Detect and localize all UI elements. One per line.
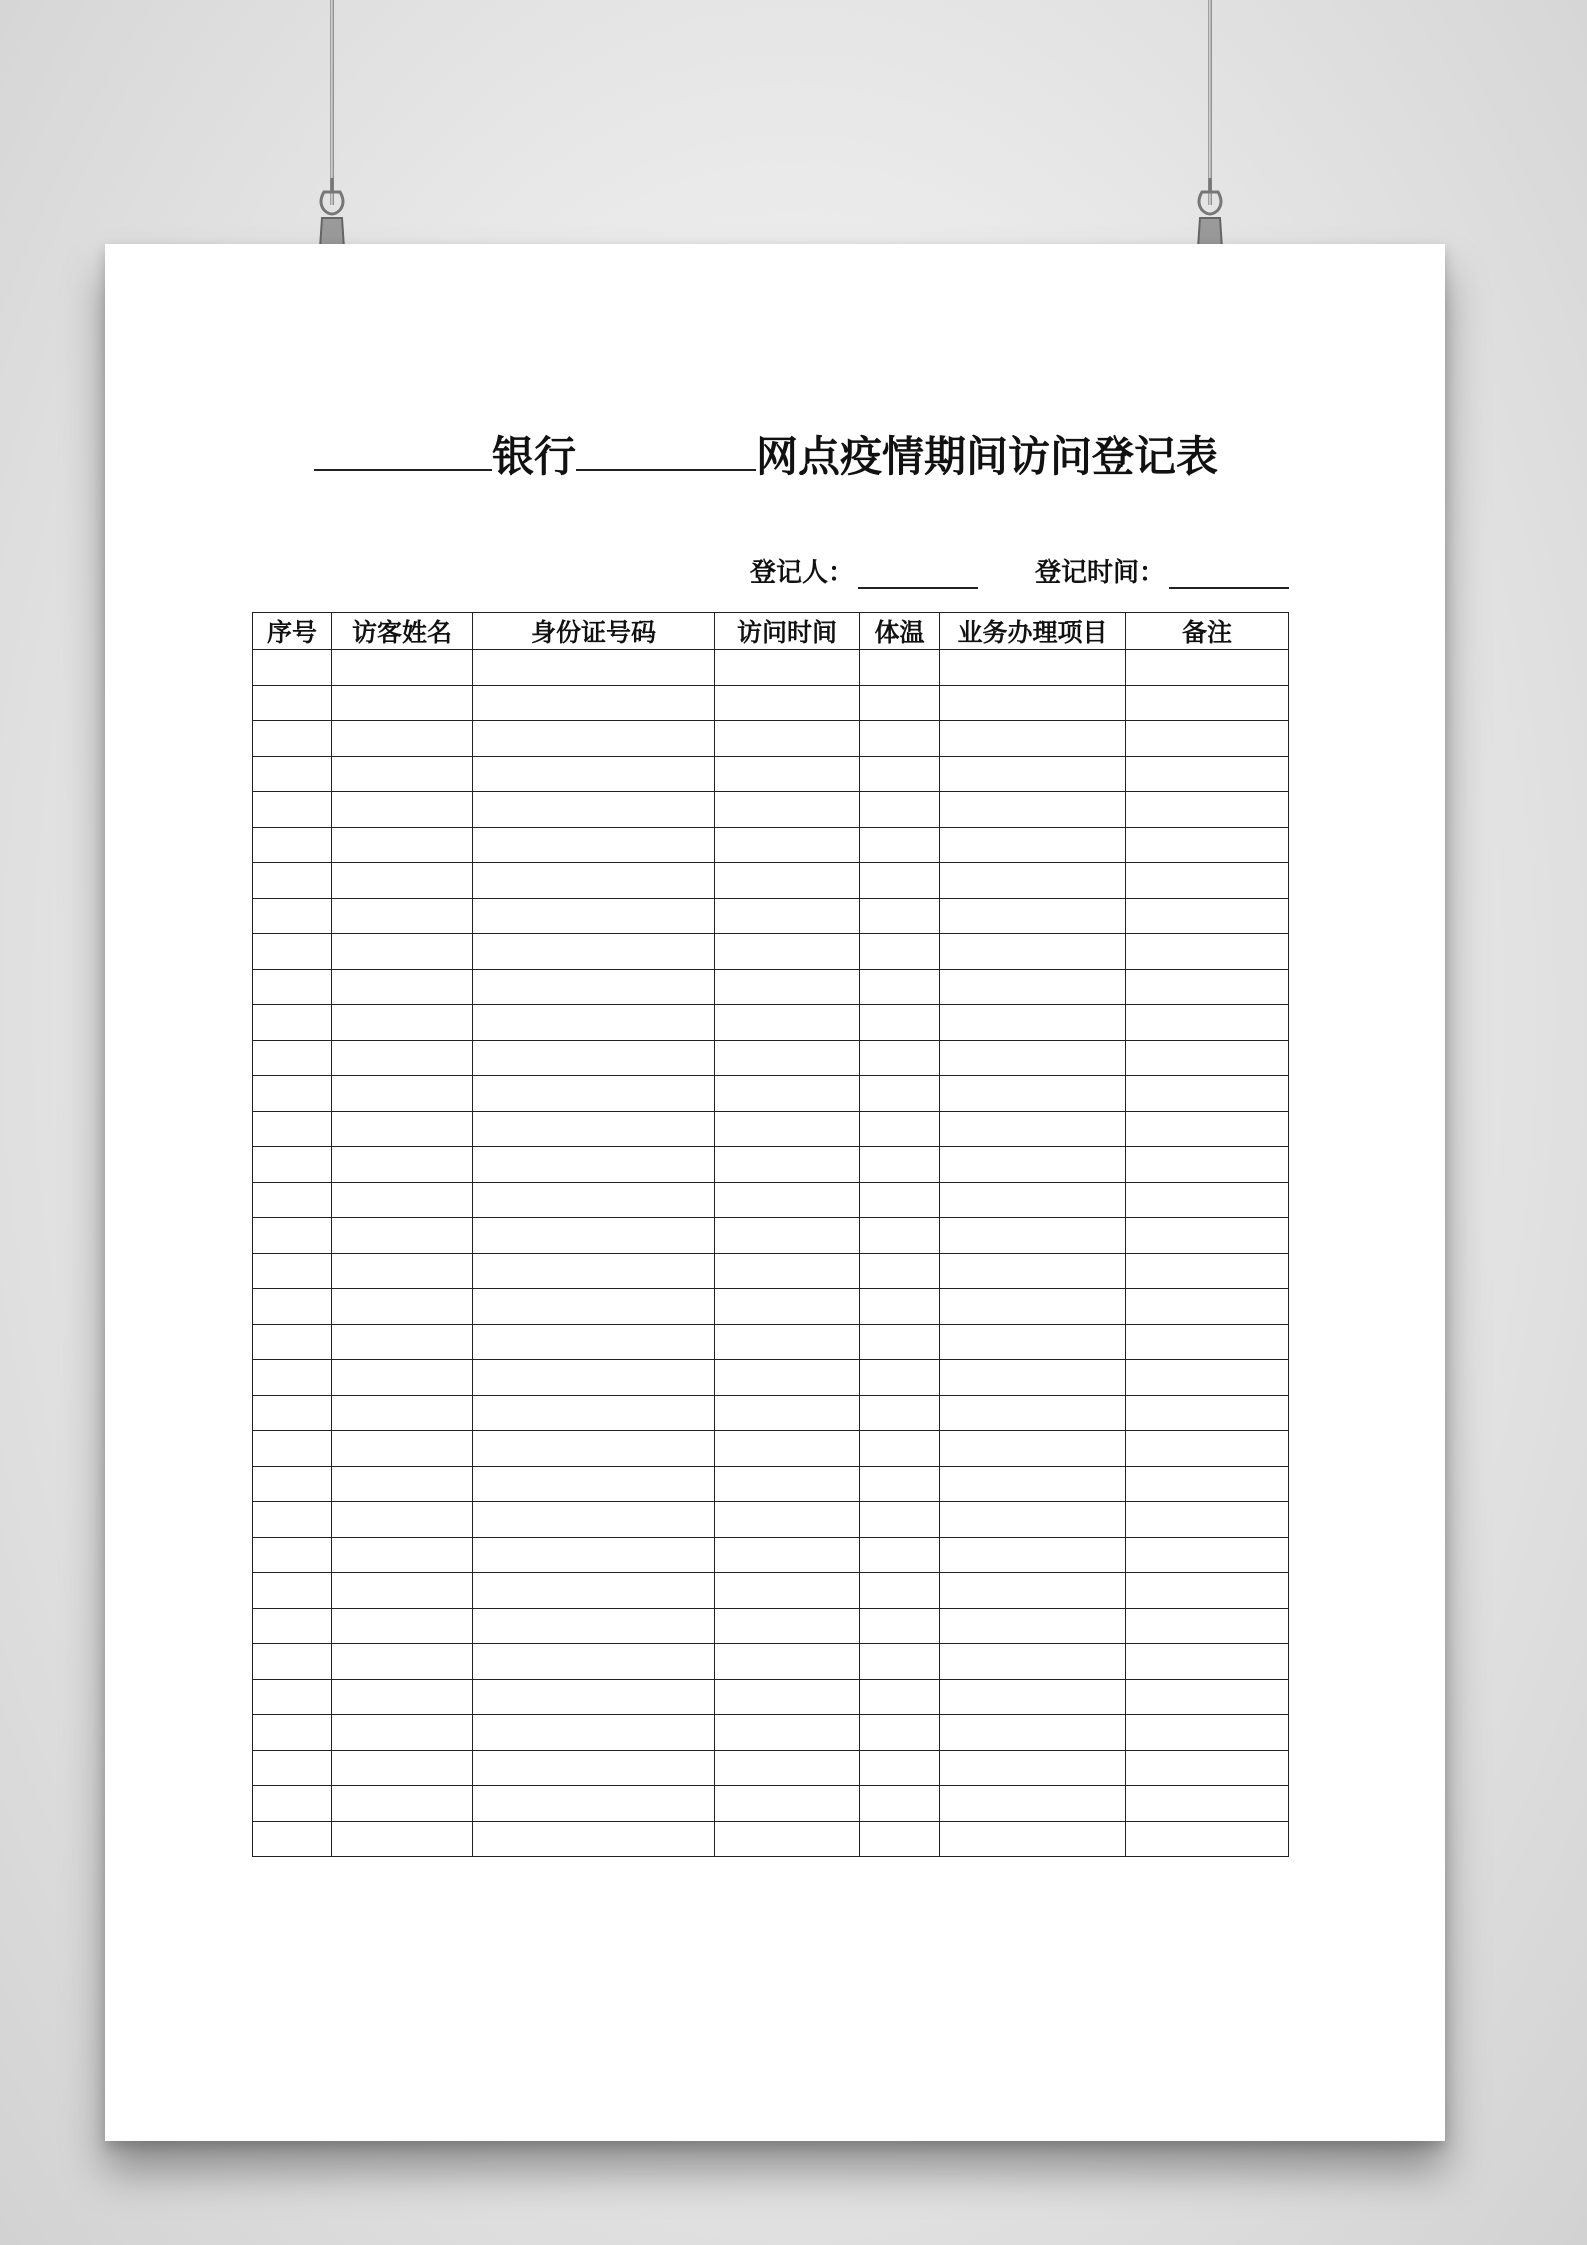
table-cell xyxy=(473,1360,715,1396)
table-cell xyxy=(715,685,860,721)
table-cell xyxy=(860,1218,940,1254)
table-cell xyxy=(253,898,332,934)
table-cell xyxy=(715,1324,860,1360)
table-cell xyxy=(715,1573,860,1609)
table-cell xyxy=(253,650,332,686)
table-cell xyxy=(332,1644,473,1680)
table-cell xyxy=(332,1786,473,1822)
visitor-log-table xyxy=(252,612,1289,1857)
table-cell xyxy=(940,1147,1126,1183)
table-cell xyxy=(1126,1289,1289,1325)
table-cell xyxy=(940,792,1126,828)
table-cell xyxy=(940,1537,1126,1573)
table-cell xyxy=(1126,1076,1289,1112)
table-row xyxy=(253,934,1289,970)
register-time-field xyxy=(1035,552,1289,592)
table-cell xyxy=(473,1111,715,1147)
table-cell xyxy=(253,1431,332,1467)
table-cell xyxy=(1126,756,1289,792)
header-business-item: 业务办理项目 xyxy=(940,613,1126,650)
table-cell xyxy=(860,1608,940,1644)
table-cell xyxy=(1126,1431,1289,1467)
table-cell xyxy=(253,1395,332,1431)
table-cell xyxy=(332,1395,473,1431)
table-cell xyxy=(473,969,715,1005)
table-cell xyxy=(940,1466,1126,1502)
header-visit-time: 访问时间 xyxy=(715,613,860,650)
table-cell xyxy=(715,1395,860,1431)
table-row xyxy=(253,827,1289,863)
register-time-blank xyxy=(1169,557,1289,589)
table-cell xyxy=(253,1324,332,1360)
table-cell xyxy=(940,1111,1126,1147)
table-cell xyxy=(332,1821,473,1857)
table-cell xyxy=(860,1537,940,1573)
table-cell xyxy=(473,1324,715,1360)
table-cell xyxy=(1126,792,1289,828)
table-cell xyxy=(473,1005,715,1041)
register-time-label: 登记时间： xyxy=(1035,558,1166,588)
table-cell xyxy=(332,1573,473,1609)
table-cell xyxy=(473,1147,715,1183)
table-cell xyxy=(473,1679,715,1715)
table-cell xyxy=(860,1182,940,1218)
table-cell xyxy=(253,1005,332,1041)
table-cell xyxy=(940,863,1126,899)
table-cell xyxy=(940,1360,1126,1396)
table-cell xyxy=(473,934,715,970)
table-cell xyxy=(253,1289,332,1325)
table-cell xyxy=(940,969,1126,1005)
bank-name-blank xyxy=(314,427,492,471)
table-cell xyxy=(715,1431,860,1467)
table-cell xyxy=(940,1573,1126,1609)
table-cell xyxy=(860,1786,940,1822)
table-cell xyxy=(253,721,332,757)
registrar-field xyxy=(750,552,978,592)
table-cell xyxy=(473,1182,715,1218)
table-cell xyxy=(332,685,473,721)
table-cell xyxy=(940,1324,1126,1360)
table-cell xyxy=(253,1786,332,1822)
paper-sheet xyxy=(105,244,1445,2141)
table-row xyxy=(253,1076,1289,1112)
table-row xyxy=(253,1182,1289,1218)
table-cell xyxy=(1126,1644,1289,1680)
table-row xyxy=(253,1111,1289,1147)
table-cell xyxy=(940,1253,1126,1289)
table-cell xyxy=(860,721,940,757)
table-cell xyxy=(860,1360,940,1396)
table-cell xyxy=(940,721,1126,757)
table-row xyxy=(253,969,1289,1005)
table-row xyxy=(253,1502,1289,1538)
table-cell xyxy=(860,1466,940,1502)
table-cell xyxy=(940,1715,1126,1751)
table-body xyxy=(253,650,1289,1857)
table-cell xyxy=(473,650,715,686)
table-cell xyxy=(715,1289,860,1325)
table-cell xyxy=(860,1573,940,1609)
table-cell xyxy=(332,898,473,934)
table-cell xyxy=(332,1537,473,1573)
table-cell xyxy=(940,1644,1126,1680)
table-cell xyxy=(715,1679,860,1715)
table-cell xyxy=(1126,969,1289,1005)
table-cell xyxy=(332,1076,473,1112)
table-cell xyxy=(473,1466,715,1502)
table-cell xyxy=(715,969,860,1005)
table-cell xyxy=(1126,1679,1289,1715)
table-row xyxy=(253,1786,1289,1822)
table-cell xyxy=(253,1608,332,1644)
table-cell xyxy=(332,792,473,828)
table-row xyxy=(253,1715,1289,1751)
table-cell xyxy=(253,1821,332,1857)
table-cell xyxy=(860,1289,940,1325)
table-cell xyxy=(253,1715,332,1751)
table-cell xyxy=(473,1040,715,1076)
table-cell xyxy=(473,827,715,863)
hanging-wire-left xyxy=(330,0,334,205)
table-cell xyxy=(860,756,940,792)
table-cell xyxy=(253,934,332,970)
table-cell xyxy=(1126,1608,1289,1644)
table-cell xyxy=(715,827,860,863)
table-cell xyxy=(715,1608,860,1644)
table-cell xyxy=(332,1750,473,1786)
table-header-row xyxy=(253,613,1289,650)
table-cell xyxy=(860,1147,940,1183)
table-cell xyxy=(940,756,1126,792)
table-cell xyxy=(473,756,715,792)
table-cell xyxy=(253,1253,332,1289)
table-cell xyxy=(473,898,715,934)
table-cell xyxy=(1126,1750,1289,1786)
table-cell xyxy=(715,1040,860,1076)
table-cell xyxy=(715,756,860,792)
table-row xyxy=(253,1573,1289,1609)
table-cell xyxy=(473,1218,715,1254)
visitor-log-table-container xyxy=(252,612,1288,1881)
table-cell xyxy=(860,863,940,899)
table-row xyxy=(253,685,1289,721)
table-cell xyxy=(473,721,715,757)
table-cell xyxy=(253,1111,332,1147)
table-cell xyxy=(860,1076,940,1112)
table-cell xyxy=(940,1502,1126,1538)
table-cell xyxy=(473,1750,715,1786)
table-cell xyxy=(715,1821,860,1857)
table-cell xyxy=(332,1040,473,1076)
binder-clip-left-icon xyxy=(314,178,350,248)
table-cell xyxy=(332,934,473,970)
table-row xyxy=(253,1466,1289,1502)
table-cell xyxy=(473,1537,715,1573)
table-cell xyxy=(1126,934,1289,970)
table-cell xyxy=(1126,1821,1289,1857)
table-cell xyxy=(1126,1040,1289,1076)
table-cell xyxy=(473,863,715,899)
table-row xyxy=(253,1679,1289,1715)
table-cell xyxy=(860,1111,940,1147)
registrar-blank xyxy=(858,557,978,589)
table-cell xyxy=(253,756,332,792)
table-cell xyxy=(715,1466,860,1502)
table-cell xyxy=(253,1644,332,1680)
table-cell xyxy=(715,721,860,757)
table-cell xyxy=(860,1644,940,1680)
table-cell xyxy=(940,898,1126,934)
table-cell xyxy=(253,1679,332,1715)
table-cell xyxy=(715,1644,860,1680)
table-cell xyxy=(940,934,1126,970)
table-cell xyxy=(1126,1395,1289,1431)
table-cell xyxy=(473,1573,715,1609)
table-cell xyxy=(940,1289,1126,1325)
table-cell xyxy=(253,1537,332,1573)
table-cell xyxy=(860,1005,940,1041)
table-cell xyxy=(860,1502,940,1538)
table-cell xyxy=(1126,685,1289,721)
table-cell xyxy=(473,685,715,721)
table-cell xyxy=(860,1679,940,1715)
table-cell xyxy=(715,1715,860,1751)
table-cell xyxy=(940,1431,1126,1467)
table-row xyxy=(253,721,1289,757)
table-row xyxy=(253,1040,1289,1076)
table-cell xyxy=(715,1182,860,1218)
header-id-number: 身份证号码 xyxy=(473,613,715,650)
table-row xyxy=(253,898,1289,934)
title-bank-text: 银行 xyxy=(492,432,577,481)
table-cell xyxy=(860,1253,940,1289)
table-row xyxy=(253,1147,1289,1183)
table-cell xyxy=(715,934,860,970)
table-row xyxy=(253,1644,1289,1680)
table-cell xyxy=(473,1821,715,1857)
header-temperature: 体温 xyxy=(860,613,940,650)
branch-name-blank xyxy=(576,427,756,471)
table-row xyxy=(253,1821,1289,1857)
table-cell xyxy=(332,756,473,792)
table-row xyxy=(253,1750,1289,1786)
table-cell xyxy=(940,1679,1126,1715)
table-cell xyxy=(332,1431,473,1467)
table-cell xyxy=(860,1821,940,1857)
table-cell xyxy=(940,1786,1126,1822)
table-cell xyxy=(332,1679,473,1715)
table-cell xyxy=(860,934,940,970)
table-row xyxy=(253,1608,1289,1644)
table-cell xyxy=(715,1502,860,1538)
table-cell xyxy=(860,1750,940,1786)
table-cell xyxy=(1126,1537,1289,1573)
table-row xyxy=(253,1005,1289,1041)
table-cell xyxy=(715,792,860,828)
table-cell xyxy=(715,1076,860,1112)
table-cell xyxy=(253,1040,332,1076)
table-cell xyxy=(253,792,332,828)
table-row xyxy=(253,1289,1289,1325)
table-cell xyxy=(1126,650,1289,686)
table-row xyxy=(253,1431,1289,1467)
table-cell xyxy=(332,969,473,1005)
table-cell xyxy=(253,685,332,721)
table-cell xyxy=(253,1502,332,1538)
table-cell xyxy=(253,827,332,863)
table-cell xyxy=(1126,1005,1289,1041)
table-cell xyxy=(715,1537,860,1573)
table-cell xyxy=(332,650,473,686)
table-cell xyxy=(473,1608,715,1644)
table-cell xyxy=(332,1218,473,1254)
table-cell xyxy=(253,1147,332,1183)
header-visitor-name: 访客姓名 xyxy=(332,613,473,650)
title-main-text: 网点疫情期间访问登记表 xyxy=(756,432,1219,481)
table-cell xyxy=(715,898,860,934)
table-cell xyxy=(940,1218,1126,1254)
table-cell xyxy=(253,1076,332,1112)
table-cell xyxy=(332,721,473,757)
table-cell xyxy=(715,863,860,899)
table-cell xyxy=(715,650,860,686)
table-cell xyxy=(1126,827,1289,863)
form-title xyxy=(314,424,1314,484)
table-cell xyxy=(860,1040,940,1076)
table-cell xyxy=(332,1289,473,1325)
table-cell xyxy=(940,1395,1126,1431)
table-cell xyxy=(860,898,940,934)
table-cell xyxy=(715,1218,860,1254)
table-cell xyxy=(715,1360,860,1396)
table-cell xyxy=(1126,1324,1289,1360)
table-cell xyxy=(940,1821,1126,1857)
table-cell xyxy=(332,1182,473,1218)
table-cell xyxy=(332,1360,473,1396)
table-cell xyxy=(1126,1147,1289,1183)
table-row xyxy=(253,650,1289,686)
table-row xyxy=(253,1218,1289,1254)
table-row xyxy=(253,1360,1289,1396)
table-cell xyxy=(473,1786,715,1822)
table-cell xyxy=(940,1608,1126,1644)
table-row xyxy=(253,792,1289,828)
table-cell xyxy=(1126,1253,1289,1289)
table-cell xyxy=(1126,1466,1289,1502)
table-row xyxy=(253,1537,1289,1573)
table-cell xyxy=(332,1253,473,1289)
table-cell xyxy=(1126,721,1289,757)
table-cell xyxy=(253,1182,332,1218)
table-cell xyxy=(940,650,1126,686)
table-cell xyxy=(332,1324,473,1360)
table-cell xyxy=(715,1111,860,1147)
table-cell xyxy=(715,1147,860,1183)
table-cell xyxy=(1126,1573,1289,1609)
table-cell xyxy=(1126,1218,1289,1254)
table-cell xyxy=(253,1466,332,1502)
table-cell xyxy=(860,650,940,686)
binder-clip-right-icon xyxy=(1192,178,1228,248)
table-cell xyxy=(715,1786,860,1822)
table-cell xyxy=(1126,863,1289,899)
table-row xyxy=(253,1395,1289,1431)
header-serial-no: 序号 xyxy=(253,613,332,650)
table-cell xyxy=(473,1076,715,1112)
table-row xyxy=(253,756,1289,792)
table-cell xyxy=(332,1608,473,1644)
table-cell xyxy=(473,1715,715,1751)
table-row xyxy=(253,1324,1289,1360)
table-cell xyxy=(1126,1182,1289,1218)
table-cell xyxy=(1126,1786,1289,1822)
table-cell xyxy=(332,1715,473,1751)
table-cell xyxy=(860,1715,940,1751)
table-cell xyxy=(473,1289,715,1325)
table-cell xyxy=(253,1360,332,1396)
table-cell xyxy=(253,863,332,899)
table-cell xyxy=(940,1040,1126,1076)
table-cell xyxy=(715,1750,860,1786)
table-cell xyxy=(332,1111,473,1147)
registrar-label: 登记人： xyxy=(750,558,855,588)
header-remarks: 备注 xyxy=(1126,613,1289,650)
table-cell xyxy=(1126,1502,1289,1538)
table-cell xyxy=(253,1218,332,1254)
table-cell xyxy=(860,685,940,721)
table-cell xyxy=(860,1431,940,1467)
table-cell xyxy=(332,1005,473,1041)
table-cell xyxy=(473,1431,715,1467)
table-cell xyxy=(1126,898,1289,934)
table-row xyxy=(253,863,1289,899)
table-cell xyxy=(940,1182,1126,1218)
table-cell xyxy=(253,969,332,1005)
table-cell xyxy=(940,1750,1126,1786)
table-cell xyxy=(332,863,473,899)
table-cell xyxy=(860,969,940,1005)
table-cell xyxy=(1126,1360,1289,1396)
table-cell xyxy=(253,1750,332,1786)
table-cell xyxy=(860,792,940,828)
table-cell xyxy=(473,792,715,828)
table-cell xyxy=(473,1253,715,1289)
table-cell xyxy=(860,1324,940,1360)
table-cell xyxy=(860,1395,940,1431)
table-cell xyxy=(1126,1715,1289,1751)
table-cell xyxy=(253,1573,332,1609)
table-cell xyxy=(473,1502,715,1538)
table-cell xyxy=(715,1253,860,1289)
table-cell xyxy=(473,1395,715,1431)
table-cell xyxy=(715,1005,860,1041)
table-cell xyxy=(473,1644,715,1680)
table-cell xyxy=(332,1466,473,1502)
table-cell xyxy=(940,1005,1126,1041)
table-cell xyxy=(940,685,1126,721)
table-row xyxy=(253,1253,1289,1289)
table-cell xyxy=(332,827,473,863)
table-cell xyxy=(860,827,940,863)
hanging-wire-right xyxy=(1208,0,1212,205)
table-cell xyxy=(940,1076,1126,1112)
table-cell xyxy=(332,1502,473,1538)
table-cell xyxy=(1126,1111,1289,1147)
table-cell xyxy=(332,1147,473,1183)
table-cell xyxy=(940,827,1126,863)
